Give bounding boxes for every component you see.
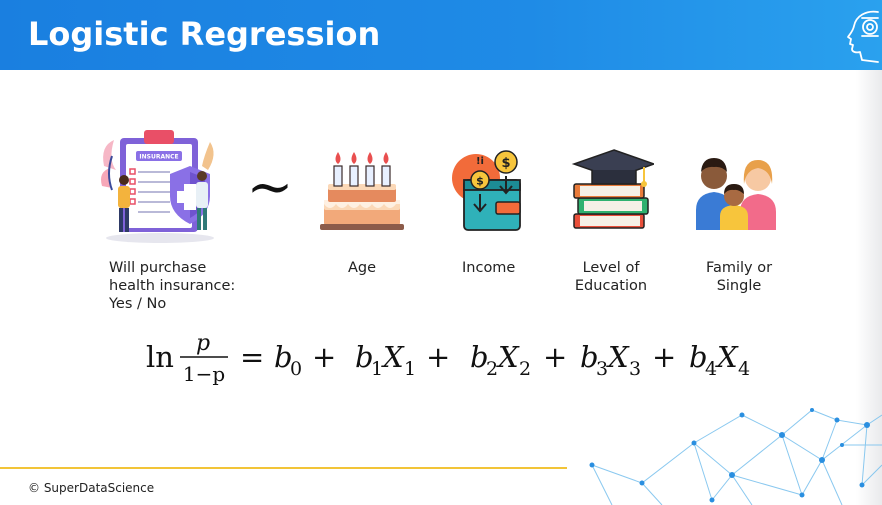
formula-plus: + (312, 340, 337, 374)
insurance-text: INSURANCE (139, 153, 179, 161)
formula-term-2: b (470, 340, 489, 374)
copyright-text: © SuperDataScience (28, 481, 155, 495)
svg-text:X: X (383, 340, 404, 374)
svg-text:~: ~ (246, 155, 294, 220)
svg-text:2: 2 (486, 358, 499, 380)
graduation-books-icon (570, 148, 654, 234)
label-family: Family or Single (705, 260, 773, 294)
formula-denominator: 1−p (182, 362, 226, 386)
footer-divider (0, 467, 567, 469)
label-health-insurance: Will purchase health insurance: Yes / No (109, 260, 236, 312)
svg-text:0: 0 (290, 358, 303, 380)
svg-text:$: $ (501, 156, 511, 171)
formula-equals: = (240, 340, 265, 374)
label-education: Level of Education (574, 260, 648, 294)
svg-text:2: 2 (519, 358, 532, 380)
svg-text:+: + (543, 340, 568, 374)
formula-intercept: b (274, 340, 293, 374)
svg-text:3: 3 (629, 358, 642, 380)
svg-text:!i: !i (476, 156, 484, 167)
svg-text:3: 3 (596, 358, 609, 380)
formula-numerator: p (195, 331, 211, 356)
svg-text:4: 4 (705, 358, 718, 380)
formula-term-4: b (689, 340, 708, 374)
svg-text:1: 1 (371, 358, 384, 380)
income-wallet-icon (450, 148, 526, 234)
formula-term-3: b (580, 340, 599, 374)
slide-title: Logistic Regression (28, 15, 381, 53)
logistic-regression-formula (140, 325, 780, 400)
formula-term-1: b (355, 340, 374, 374)
network-graphic (572, 405, 882, 505)
label-income: Income (462, 260, 516, 276)
svg-text:1: 1 (404, 358, 417, 380)
family-icon (692, 150, 780, 230)
svg-text:X: X (717, 340, 738, 374)
svg-text:+: + (652, 340, 677, 374)
relation-tilde (240, 150, 300, 230)
svg-text:X: X (608, 340, 629, 374)
svg-text:X: X (498, 340, 519, 374)
svg-text:4: 4 (738, 358, 751, 380)
superdatascience-logo-icon (832, 4, 880, 66)
label-age: Age (348, 260, 377, 276)
birthday-cake-icon (320, 148, 404, 232)
svg-text:$: $ (476, 174, 484, 188)
svg-text:+: + (426, 340, 451, 374)
health-insurance-icon (98, 126, 220, 244)
formula-ln: ln (146, 340, 174, 374)
title-bar (0, 0, 882, 70)
